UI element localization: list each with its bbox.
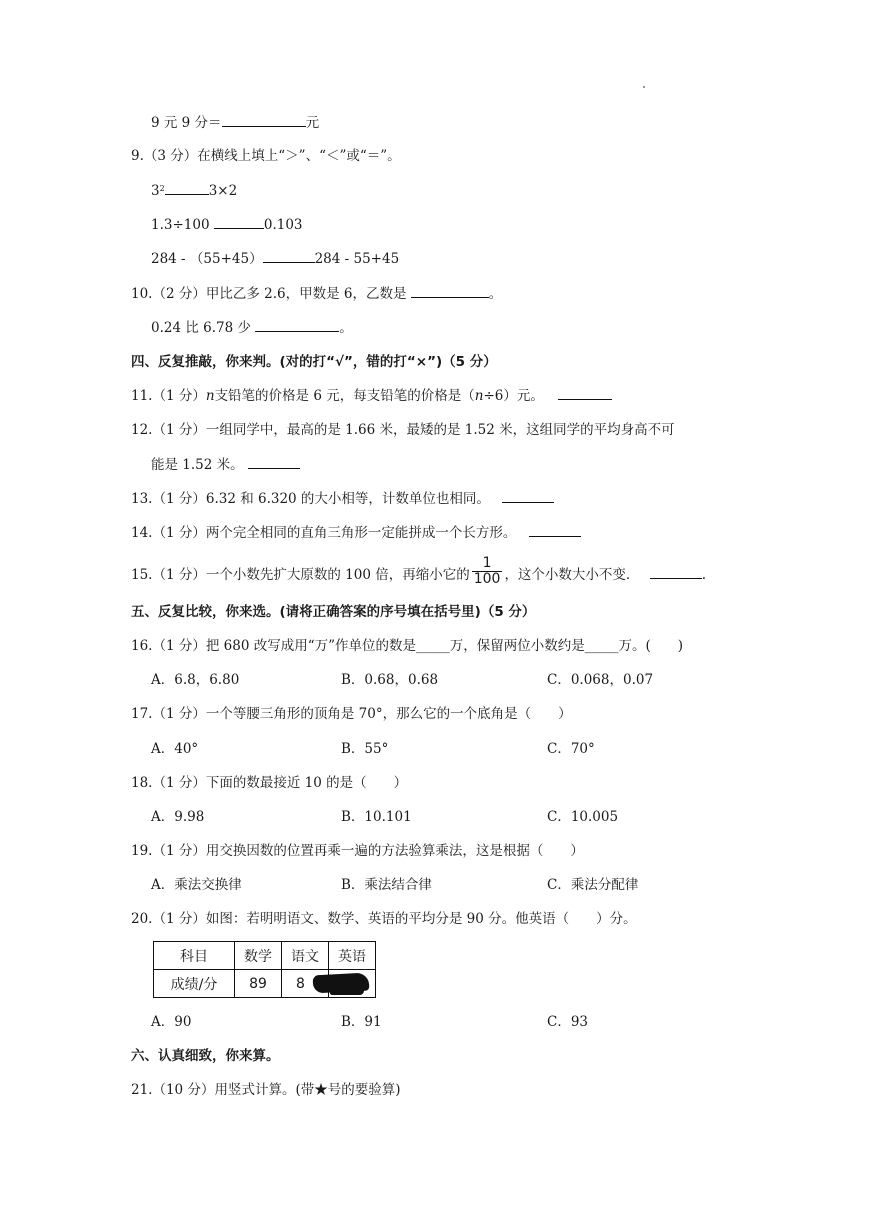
q18-option-c[interactable]: C．10.005 (547, 809, 619, 825)
q12-line1: 12.（1 分）一组同学中，最高的是 1.66 米，最矮的是 1.52 米，这组同学的平均身高不可 (131, 422, 675, 438)
answer-blank[interactable] (214, 216, 264, 229)
q18-option-a[interactable]: A．9.98 (151, 809, 205, 825)
table-cell: 成绩/分 (154, 970, 235, 998)
q17-option-b[interactable]: B．55° (341, 741, 389, 757)
answer-blank[interactable] (650, 566, 702, 579)
table-cell: 科目 (154, 942, 235, 970)
q17-stem: 17.（1 分）一个等腰三角形的顶角是 70°，那么它的一个底角是（ ） (131, 706, 572, 722)
page-dot (643, 86, 645, 88)
q19-option-b[interactable]: B．乘法结合律 (341, 877, 432, 893)
answer-blank[interactable] (502, 490, 554, 503)
answer-blank[interactable] (165, 182, 209, 195)
q16-stem: 16.（1 分）把 680 改写成用“万”作单位的数是_____万，保留两位小数约是_____万。( ) (131, 638, 684, 654)
q10-stem: 10.（2 分）甲比乙多 2.6，甲数是 6，乙数是 。 (131, 286, 503, 302)
q16-option-b[interactable]: B．0.68，0.68 (341, 672, 439, 688)
q19-option-c[interactable]: C．乘法分配律 (547, 877, 639, 893)
section-5-heading: 五、反复比较，你来选。(请将正确答案的序号填在括号里)（5 分） (131, 604, 536, 620)
q20-stem: 20.（1 分）如图：若明明语文、数学、英语的平均分是 90 分。他英语（ ）分。 (131, 911, 637, 927)
q12-line2: 能是 1.52 米。 (151, 456, 300, 474)
q17-option-c[interactable]: C．70° (547, 741, 595, 757)
q21-stem: 21.（10 分）用竖式计算。(带★号的要验算) (131, 1082, 401, 1098)
q17-option-a[interactable]: A．40° (151, 741, 199, 757)
table-row (154, 942, 376, 970)
table-cell: 英语 (329, 942, 376, 970)
q20-option-a[interactable]: A．90 (151, 1014, 192, 1030)
q16-option-a[interactable]: A．6.8，6.80 (151, 672, 240, 688)
q19-option-a[interactable]: A．乘法交换律 (151, 877, 242, 893)
q15: 15.（1 分）一个小数先扩大原数的 100 倍，再缩小它的 $\frac{1}{100}$ ，这个小数大小不变． . (131, 555, 707, 587)
q20-option-c[interactable]: C．93 (547, 1014, 589, 1030)
table-cell: 8 (282, 970, 329, 998)
q18-option-b[interactable]: B．10.101 (341, 809, 412, 825)
answer-blank[interactable] (248, 456, 300, 469)
table-cell: 语文 (282, 942, 329, 970)
q9-stem: 9.（3 分）在横线上填上“＞”、“＜”或“＝”。 (131, 148, 401, 164)
answer-blank[interactable] (263, 250, 315, 263)
q18-stem: 18.（1 分）下面的数最接近 10 的是（ ） (131, 775, 408, 791)
q9-item-c: 284 - （55+45） 284 - 55+45 (151, 251, 400, 267)
fraction: $\frac{1}{100}$ (473, 555, 501, 587)
section-6-heading: 六、认真细致，你来算。 (131, 1048, 280, 1064)
table-cell: 89 (235, 970, 282, 998)
section-4-heading: 四、反复推敲，你来判。(对的打“√”，错的打“×”)（5 分） (131, 354, 497, 370)
q8-tail: 9 元 9 分＝ 元 (151, 115, 320, 131)
answer-blank[interactable] (411, 285, 489, 298)
q13: 13.（1 分）6.32 和 6.320 的大小相等，计数单位也相同。 (131, 490, 554, 508)
answer-blank[interactable] (255, 319, 339, 332)
q10-sub: 0.24 比 6.78 少 。 (151, 320, 353, 336)
ink-smudge (330, 985, 364, 995)
q19-stem: 19.（1 分）用交换因数的位置再乘一遍的方法验算乘法，这是根据（ ） (131, 843, 584, 859)
q9-item-b: 1.3÷100 0.103 (151, 217, 303, 233)
answer-blank[interactable] (529, 524, 581, 537)
q14: 14.（1 分）两个完全相同的直角三角形一定能拼成一个长方形。 (131, 524, 581, 542)
table-cell: 数学 (235, 942, 282, 970)
q11: 11.（1 分）n支铅笔的价格是 6 元，每支铅笔的价格是（n÷6）元。 (131, 387, 612, 405)
q9-item-a: $3^2$ 3×2 (151, 183, 238, 199)
answer-blank[interactable] (222, 114, 306, 127)
answer-blank[interactable] (558, 387, 612, 400)
q16-option-c[interactable]: C．0.068，0.07 (547, 672, 654, 688)
q20-option-b[interactable]: B．91 (341, 1014, 382, 1030)
